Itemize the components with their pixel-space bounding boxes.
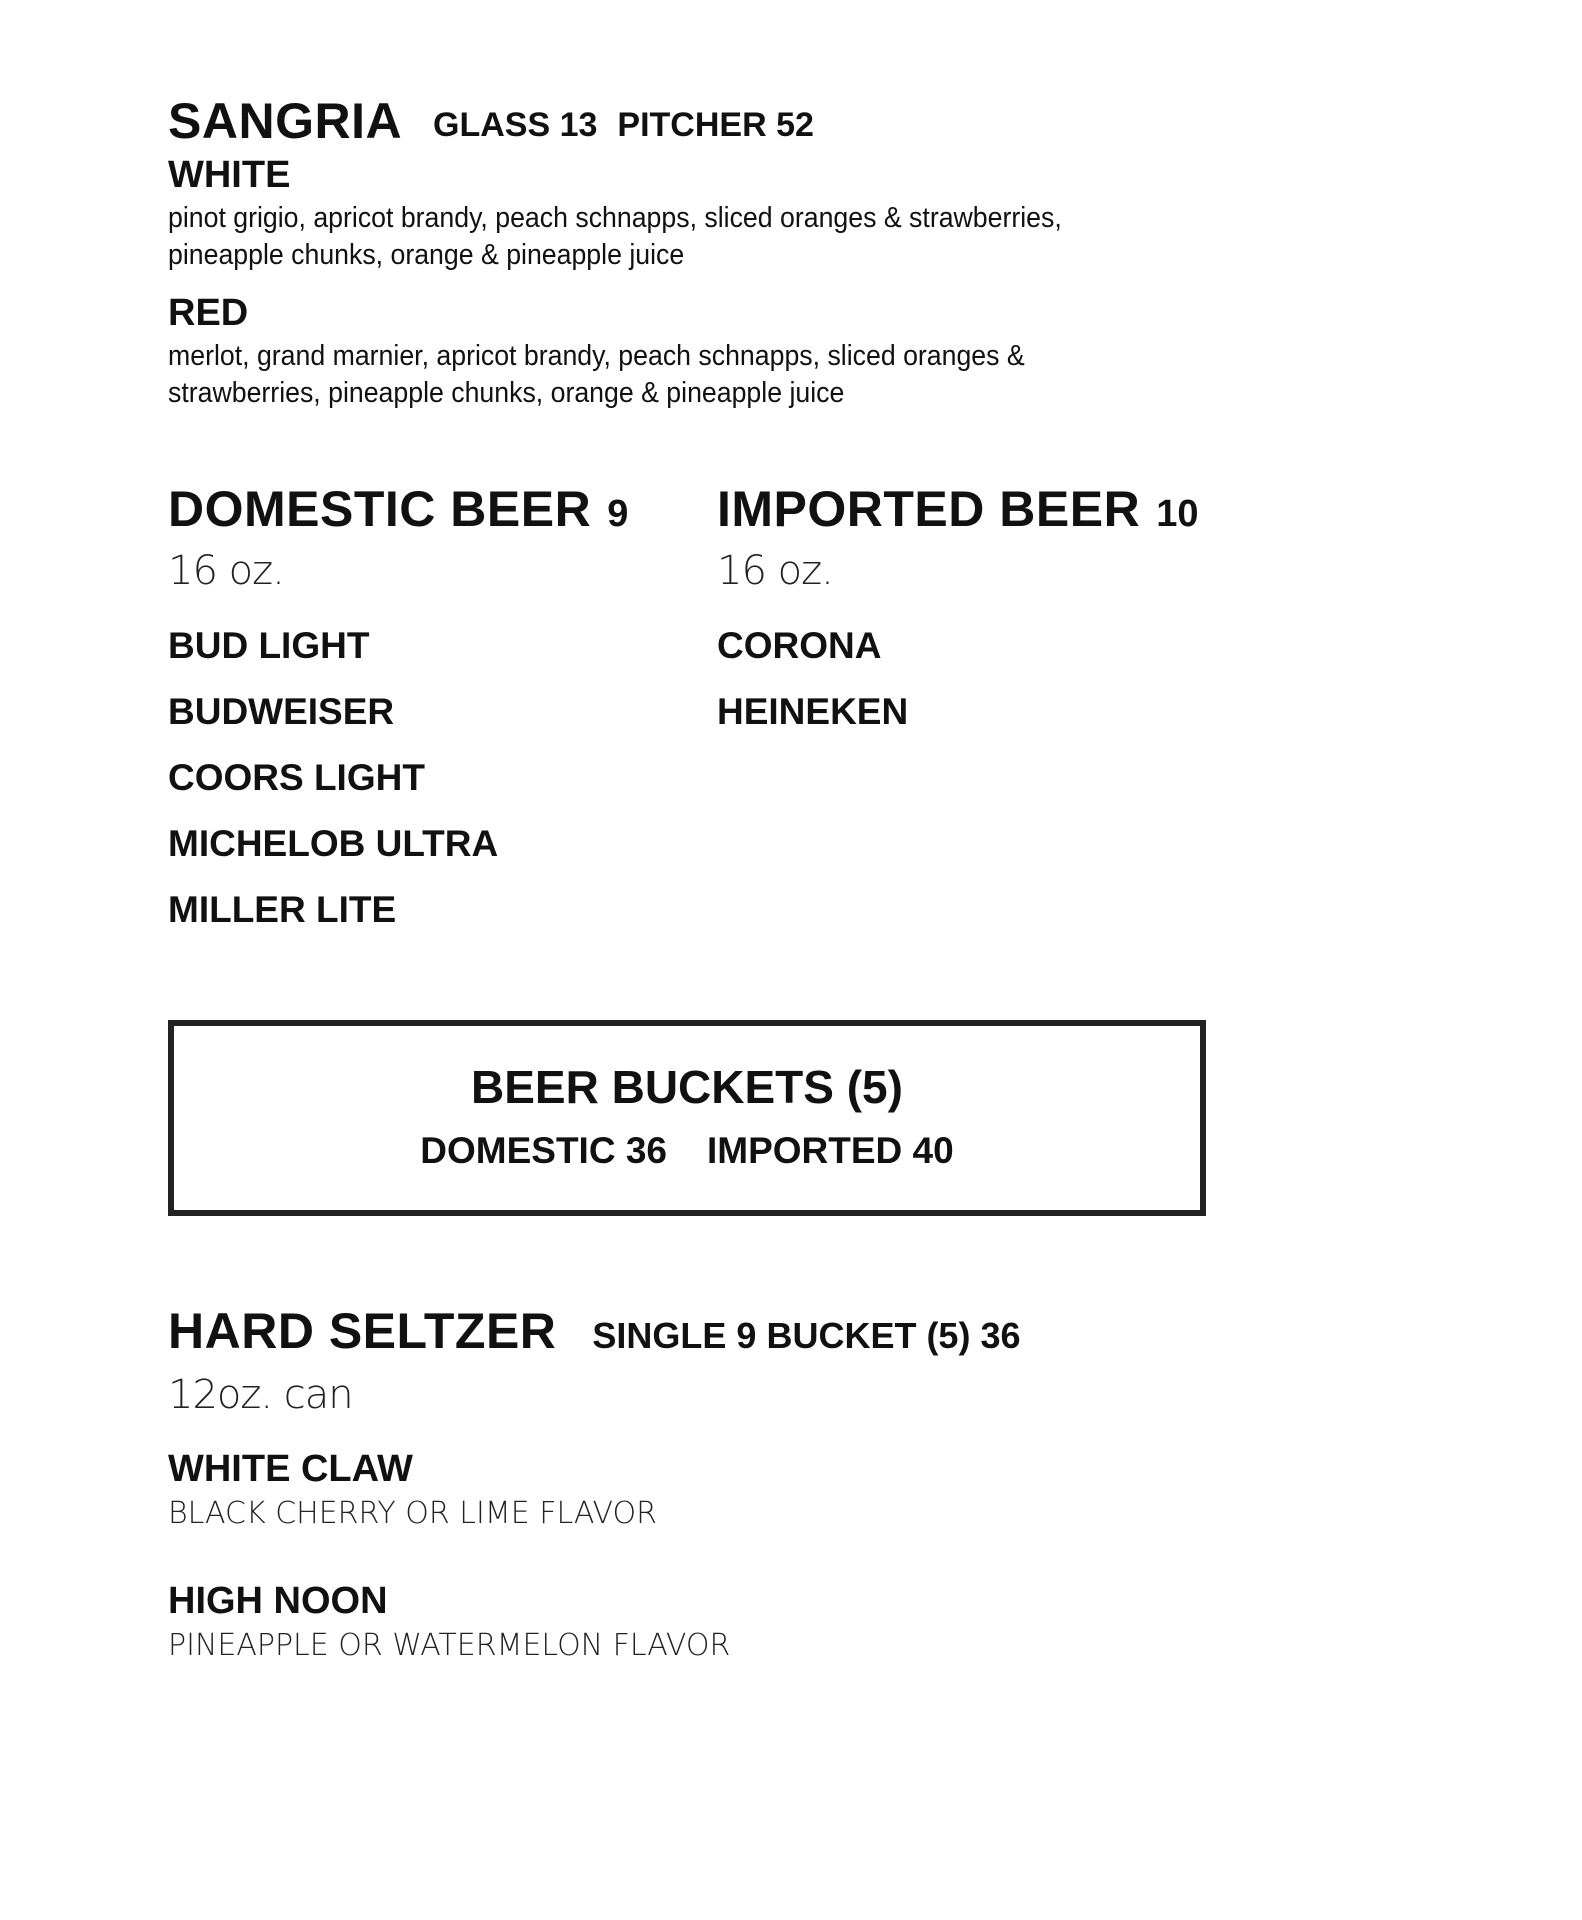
domestic-beer-price: 9: [607, 493, 629, 535]
white-claw-flavor: BLACK CHERRY OR LIME FLAVOR: [168, 1496, 657, 1531]
list-item: BUD LIGHT: [168, 625, 370, 666]
red-sangria-description: merlot, grand marnier, apricot brandy, peach schnapps, sliced oranges & strawberries, pineapple chunks, orange & pineapple juice: [168, 340, 1025, 409]
list-item: MILLER LITE: [168, 889, 397, 930]
domestic-beer-section: [168, 480, 628, 954]
beer-buckets-box: [168, 1020, 1206, 1216]
domestic-beer-size: 16 oz.: [168, 548, 284, 594]
sangria-title: SANGRIA: [168, 93, 403, 149]
hard-seltzer-header: [168, 1302, 1021, 1360]
white-claw-name: WHITE CLAW: [168, 1448, 413, 1490]
imported-beer-section: [717, 480, 1198, 756]
red-sangria-name: RED: [168, 292, 249, 334]
domestic-beer-title: DOMESTIC BEER: [168, 481, 592, 537]
list-item: COORS LIGHT: [168, 757, 425, 798]
imported-beer-list: [717, 624, 1198, 756]
list-item: MICHELOB ULTRA: [168, 823, 499, 864]
domestic-beer-list: [168, 624, 628, 954]
bucket-imported-price: IMPORTED 40: [707, 1130, 954, 1171]
list-item: HEINEKEN: [717, 691, 909, 732]
sangria-glass-price: GLASS 13: [433, 106, 598, 144]
list-item: CORONA: [717, 625, 882, 666]
sangria-pitcher-price: PITCHER 52: [617, 106, 814, 144]
sangria-prices: [433, 106, 834, 145]
list-item: BUDWEISER: [168, 691, 395, 732]
beer-buckets-prices: [174, 1130, 1200, 1172]
beer-buckets-title: BEER BUCKETS (5): [471, 1061, 903, 1113]
hard-seltzer-prices: SINGLE 9 BUCKET (5) 36: [592, 1315, 1021, 1356]
white-sangria-description: pinot grigio, apricot brandy, peach schnapps, sliced oranges & strawberries, pineapple chunks, orange & pineapple juice: [168, 202, 1062, 271]
high-noon-name: HIGH NOON: [168, 1580, 388, 1622]
imported-beer-price: 10: [1156, 493, 1199, 535]
hard-seltzer-title: HARD SELTZER: [168, 1303, 557, 1359]
imported-beer-size: 16 oz.: [717, 548, 833, 594]
white-sangria-name: WHITE: [168, 154, 291, 196]
high-noon-flavor: PINEAPPLE OR WATERMELON FLAVOR: [168, 1628, 731, 1663]
bucket-domestic-price: DOMESTIC 36: [420, 1130, 667, 1171]
hard-seltzer-size: 12oz. can: [168, 1372, 353, 1418]
imported-beer-title: IMPORTED BEER: [717, 481, 1141, 537]
